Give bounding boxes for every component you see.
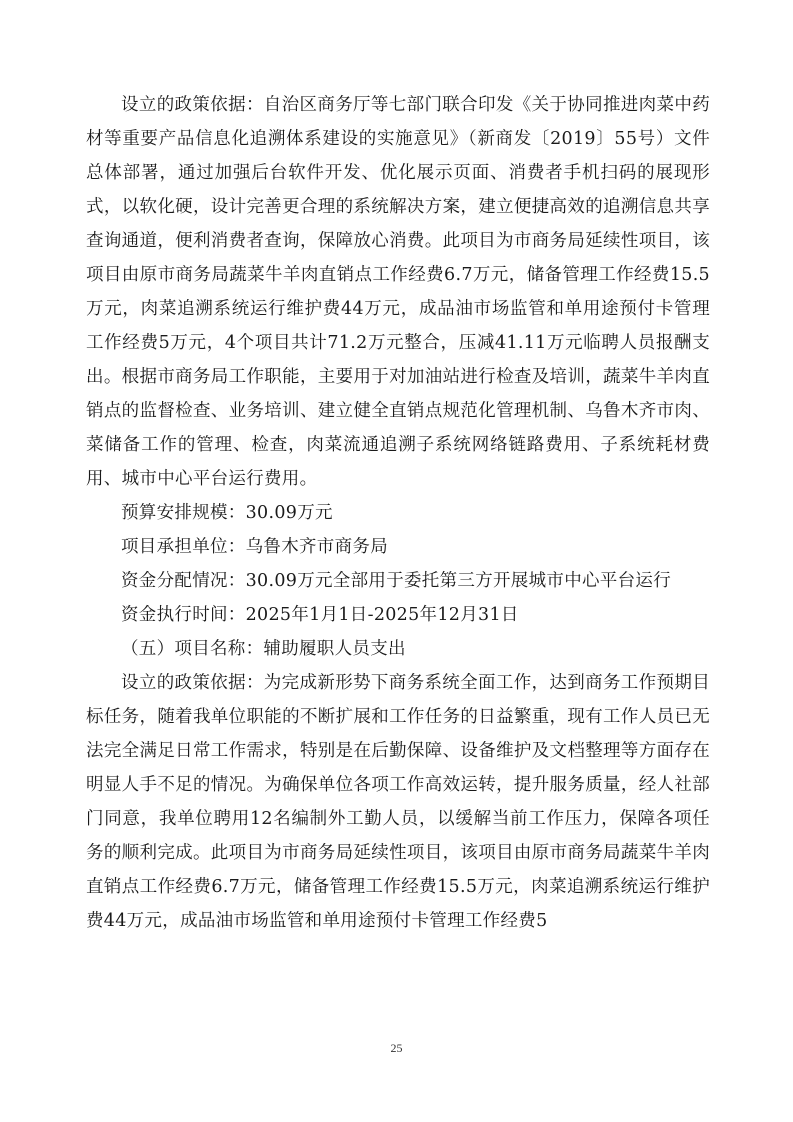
execution-period-line: 资金执行时间：2025年1月1日-2025年12月31日 — [121, 605, 519, 625]
page-number: 25 — [390, 1041, 403, 1055]
policy-basis-paragraph-1: 设立的政策依据：自治区商务厅等七部门联合印发《关于协同推进肉菜中药材等重要产品信息化追溯体系建设的实施意见》（新商发〔2019〕55号）文件总体部署，通过加强后台软件开发、优化展示页面、消费者手机扫码的展现形式，以软化硬，设计完善更合理的系统解决方案，建立便捷高效的追溯信息共享查询通道，便利消费者查询，保障放心消费。此项目为市商务局延续性项目，该项目由原市商务局蔬菜牛羊肉直销点工作经费6.7万元，储备管理工作经费15.5万元，肉菜追溯系统运行维护费44万元，成品油市场监管和单用途预付卡管理工作经费5万元，4个项目共计71.2万元整合，压减41.11万元临聘人员报酬支出。根据市商务局工作职能，主要用于对加油站进行检查及培训，蔬菜牛羊肉直销点的监督检查、业务培训、建立健全直销点规范化管理机制、乌鲁木齐市肉、菜储备工作的管理、检查，肉菜流通追溯子系统网络链路费用、子系统耗材费用、城市中心平台运行费用。 — [86, 95, 710, 489]
responsible-unit-line: 项目承担单位：乌鲁木齐市商务局 — [121, 537, 388, 557]
budget-scale-line: 预算安排规模：30.09万元 — [121, 503, 333, 523]
section-heading-project-5: （五）项目名称：辅助履职人员支出 — [121, 639, 406, 659]
document-body — [86, 88, 710, 938]
policy-basis-paragraph-2: 设立的政策依据：为完成新形势下商务系统全面工作，达到商务工作预期目标任务，随着我单位职能的不断扩展和工作任务的日益繁重，现有工作人员已无法完全满足日常工作需求，特别是在后勤保障、设备维护及文档整理等方面存在明显人手不足的情况。为确保单位各项工作高效运转，提升服务质量，经人社部门同意，我单位聘用12名编制外工勤人员，以缓解当前工作压力，保障各项任务的顺利完成。此项目为市商务局延续性项目，该项目由原市商务局蔬菜牛羊肉直销点工作经费6.7万元，储备管理工作经费15.5万元，肉菜追溯系统运行维护费44万元，成品油市场监管和单用途预付卡管理工作经费5 — [86, 673, 710, 931]
fund-allocation-line: 资金分配情况：30.09万元全部用于委托第三方开展城市中心平台运行 — [121, 571, 671, 591]
